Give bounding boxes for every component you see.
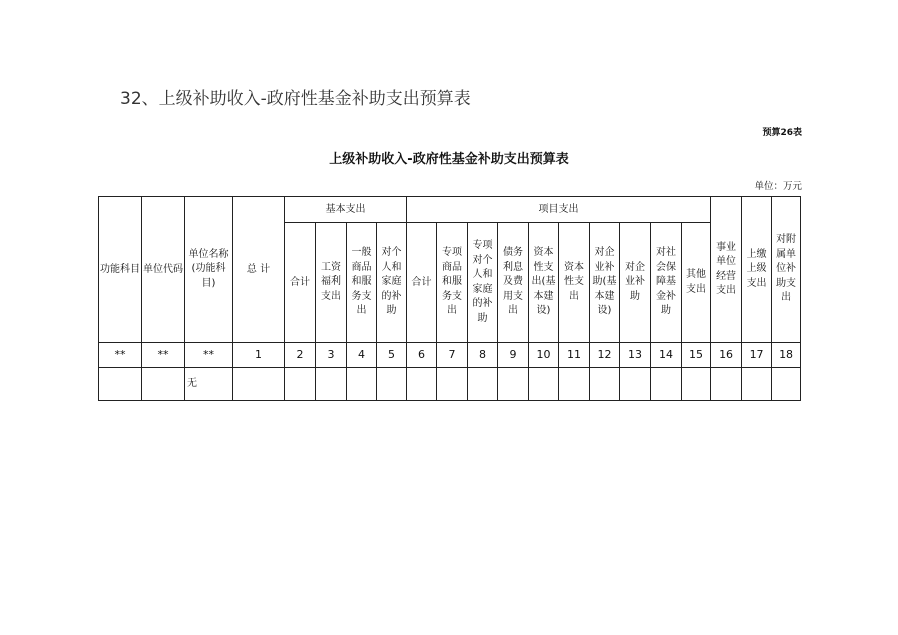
header-project-8: 对社会保障基金补助	[651, 223, 682, 343]
header-func-subject: 功能科目	[99, 197, 142, 343]
index-cell: **	[99, 343, 142, 368]
index-cell: 14	[651, 343, 682, 368]
data-cell	[620, 368, 651, 401]
index-cell: 13	[620, 343, 651, 368]
data-cell	[772, 368, 801, 401]
header-basic-3: 对个人和家庭的补助	[377, 223, 407, 343]
header-tail-1: 上缴上级支出	[742, 197, 772, 343]
data-cell	[529, 368, 559, 401]
data-cell	[742, 368, 772, 401]
index-cell: 7	[437, 343, 468, 368]
unit-label: 单位：万元	[754, 181, 802, 192]
header-project-group: 项目支出	[407, 197, 711, 223]
index-cell: 5	[377, 343, 407, 368]
index-cell: 18	[772, 343, 801, 368]
index-cell: 2	[285, 343, 316, 368]
index-row	[99, 343, 801, 368]
header-project-1: 专项商品和服务支出	[437, 223, 468, 343]
index-cell: **	[142, 343, 185, 368]
data-cell	[437, 368, 468, 401]
data-cell	[142, 368, 185, 401]
index-cell: 12	[590, 343, 620, 368]
data-cell	[559, 368, 590, 401]
header-basic-1: 工资福利支出	[316, 223, 347, 343]
data-cell	[682, 368, 711, 401]
form-number: 预算26表	[762, 128, 802, 138]
index-cell: 11	[559, 343, 590, 368]
header-project-0: 合计	[407, 223, 437, 343]
header-unit-code: 单位代码	[142, 197, 185, 343]
index-cell: 15	[682, 343, 711, 368]
data-cell	[651, 368, 682, 401]
index-cell: **	[185, 343, 233, 368]
data-cell	[99, 368, 142, 401]
header-basic-0: 合计	[285, 223, 316, 343]
header-unit-name-text: 单位名称(功能科目)	[188, 248, 229, 289]
index-cell: 6	[407, 343, 437, 368]
index-cell: 1	[233, 343, 285, 368]
page-heading: 32、上级补助收入-政府性基金补助支出预算表	[120, 89, 471, 109]
data-cell-unit-name: 无	[185, 368, 233, 401]
index-cell: 3	[316, 343, 347, 368]
header-unit-name	[185, 197, 233, 343]
header-basic-group: 基本支出	[285, 197, 407, 223]
data-cell	[590, 368, 620, 401]
budget-table	[98, 196, 801, 401]
header-project-6: 对企业补助(基本建设)	[590, 223, 620, 343]
header-project-4: 资本性支出(基本建设)	[529, 223, 559, 343]
index-cell: 16	[711, 343, 742, 368]
index-cell: 17	[742, 343, 772, 368]
data-cell	[407, 368, 437, 401]
header-tail-0: 事业单位经营支出	[711, 197, 742, 343]
index-cell: 8	[468, 343, 498, 368]
index-cell: 4	[347, 343, 377, 368]
data-cell	[233, 368, 285, 401]
data-row	[99, 368, 801, 401]
table-title: 上级补助收入-政府性基金补助支出预算表	[329, 152, 569, 167]
header-project-7: 对企业补助	[620, 223, 651, 343]
data-cell	[285, 368, 316, 401]
header-project-5: 资本性支出	[559, 223, 590, 343]
index-cell: 9	[498, 343, 529, 368]
header-tail-2: 对附属单位补助支出	[772, 197, 801, 343]
header-row-1	[99, 197, 801, 223]
data-cell	[498, 368, 529, 401]
header-basic-2: 一般商品和服务支出	[347, 223, 377, 343]
header-total: 总 计	[233, 197, 285, 343]
header-project-9: 其他支出	[682, 223, 711, 343]
header-project-3: 债务利息及费用支出	[498, 223, 529, 343]
data-cell	[711, 368, 742, 401]
data-cell	[316, 368, 347, 401]
data-cell	[347, 368, 377, 401]
header-project-2: 专项对个人和家庭的补助	[468, 223, 498, 343]
data-cell	[377, 368, 407, 401]
index-cell: 10	[529, 343, 559, 368]
data-cell	[468, 368, 498, 401]
